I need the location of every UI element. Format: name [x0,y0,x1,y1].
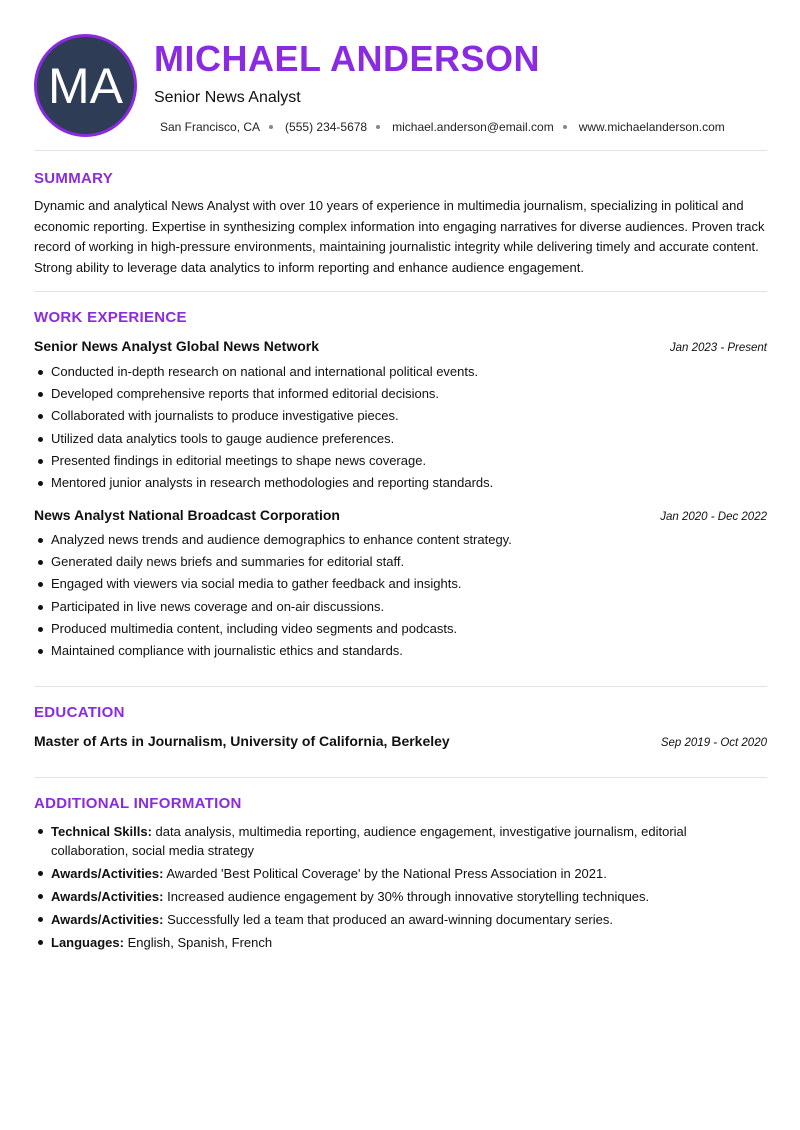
list-item: Utilized data analytics tools to gauge audience preferences. [34,430,767,452]
job-role: News Analyst National Broadcast Corporation [34,507,340,523]
item-text: Successfully led a team that produced an award-winning documentary series. [167,912,613,927]
item-label: Languages: [51,935,124,950]
summary-text: Dynamic and analytical News Analyst with over 10 years of experience in multimedia journalism, specializing in political and economic reporting. Expertise in synthesizing complex information into engaging narratives for diverse audiences. Proven track record of working in high-pressure environments, maintaining journalistic integrity while delivering timely and accurate content. Strong ability to leverage data analytics to inform reporting and enhance audience engagement. [34,198,765,275]
list-item [34,910,734,929]
list-item: Participated in live news coverage and on-air discussions. [34,598,767,620]
list-item: Conducted in-depth research on national and international political events. [34,363,767,385]
avatar-initials: MA [48,57,123,114]
education-heading: EDUCATION [34,704,125,721]
divider [34,150,767,151]
list-item: Collaborated with journalists to produce investigative pieces. [34,407,767,429]
list-item [34,933,734,952]
item-text: data analysis, multimedia reporting, audience engagement, investigative journalism, editorial collaboration, social media strategy [51,824,687,858]
item-text: Awarded 'Best Political Coverage' by the National Press Association in 2021. [166,866,607,881]
additional-list [34,822,734,956]
divider [34,291,767,292]
education-entry [34,733,767,749]
list-item: Developed comprehensive reports that informed editorial decisions. [34,385,767,407]
education-degree: Master of Arts in Journalism, University of California, Berkeley [34,733,450,749]
education-dates: Sep 2019 - Oct 2020 [660,737,767,749]
job-header [34,338,767,354]
item-label: Awards/Activities: [51,866,164,881]
separator-dot [269,125,273,129]
avatar [34,34,137,137]
item-label: Awards/Activities: [51,912,164,927]
summary-heading: SUMMARY [34,170,114,187]
divider [34,686,767,687]
contact-phone[interactable]: (555) 234-5678 [285,120,368,134]
job-bullets [34,531,767,664]
separator-dot [376,125,380,129]
contact-email[interactable]: michael.anderson@email.com [392,120,554,134]
job-dates: Jan 2023 - Present [669,342,767,354]
contact-bar [160,120,725,134]
list-item: Mentored junior analysts in research methodologies and reporting standards. [34,474,767,496]
list-item: Produced multimedia content, including video segments and podcasts. [34,620,767,642]
contact-website[interactable]: www.michaelanderson.com [578,120,725,134]
experience-heading: WORK EXPERIENCE [34,309,187,326]
list-item: Analyzed news trends and audience demographics to enhance content strategy. [34,531,767,553]
job-header [34,507,767,523]
item-label: Technical Skills: [51,824,152,839]
item-text: English, Spanish, French [127,935,273,950]
contact-location: San Francisco, CA [160,120,261,134]
job-role: Senior News Analyst Global News Network [34,338,320,354]
separator-dot [563,125,567,129]
job-dates: Jan 2020 - Dec 2022 [660,511,767,523]
list-item: Generated daily news briefs and summaries for editorial staff. [34,553,767,575]
candidate-name: MICHAEL ANDERSON [154,38,541,79]
divider [34,777,767,778]
item-text: Increased audience engagement by 30% through innovative storytelling techniques. [167,889,650,904]
list-item [34,887,734,906]
additional-heading: ADDITIONAL INFORMATION [34,795,242,812]
list-item [34,864,734,883]
list-item [34,822,734,860]
job-bullets [34,363,767,496]
list-item: Engaged with viewers via social media to gather feedback and insights. [34,575,767,597]
list-item: Presented findings in editorial meetings to shape news coverage. [34,452,767,474]
list-item: Maintained compliance with journalistic ethics and standards. [34,642,767,664]
candidate-title: Senior News Analyst [154,89,301,106]
item-label: Awards/Activities: [51,889,164,904]
